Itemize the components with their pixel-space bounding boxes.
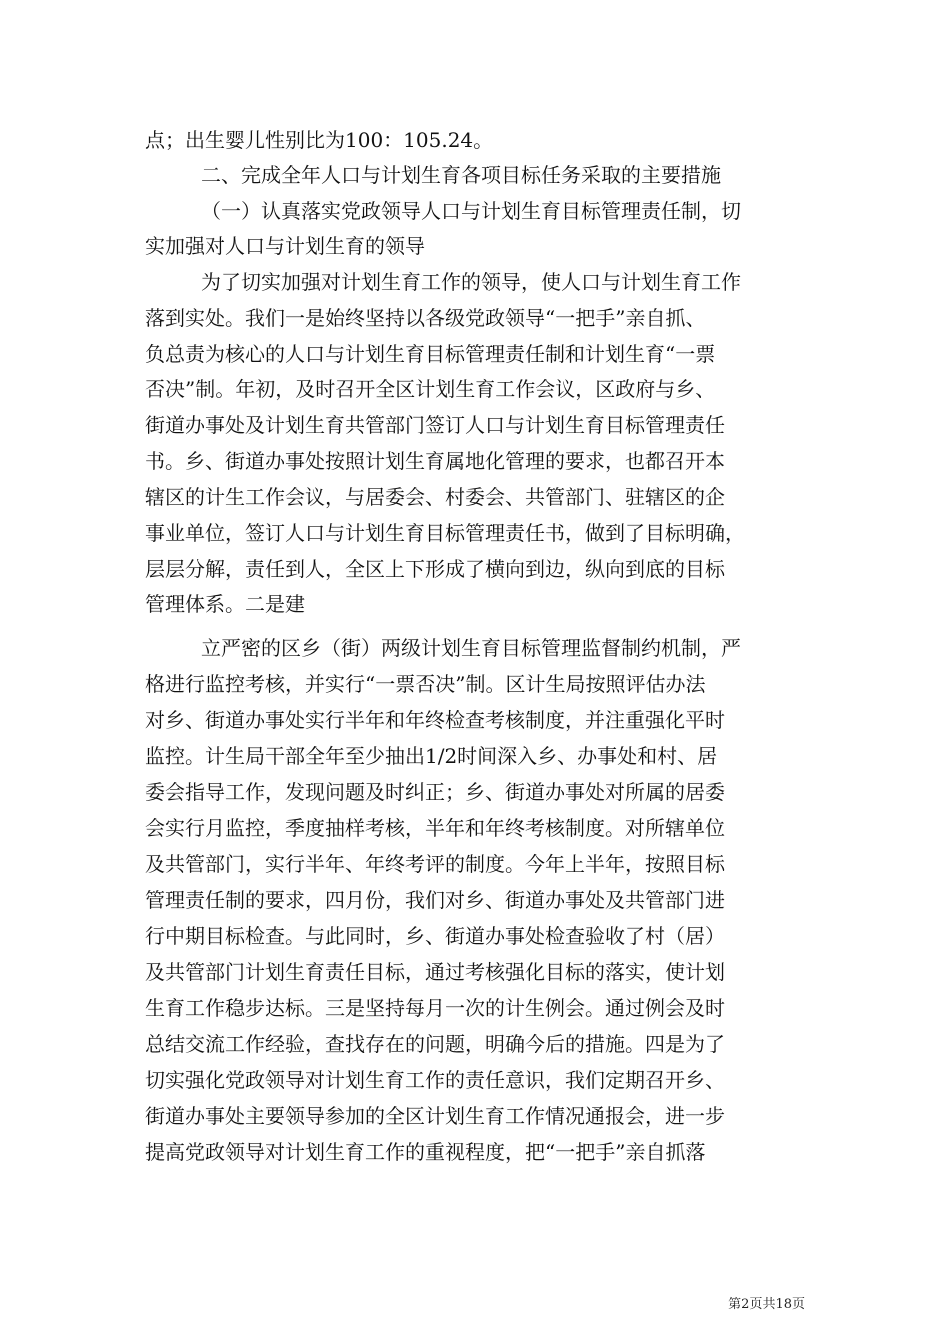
- body-text-line: 切实强化党政领导对计划生育工作的责任意识，我们定期召开乡、: [145, 1068, 725, 1092]
- subsection-heading-continued: 实加强对人口与计划生育的领导: [145, 234, 425, 258]
- body-text-line: 点；出生婴儿性别比为100：105.24。: [145, 128, 494, 152]
- body-text-line: 及共管部门，实行半年、年终考评的制度。今年上半年，按照目标: [145, 852, 725, 876]
- body-text-line: 监控。计生局干部全年至少抽出1/2时间深入乡、办事处和村、居: [145, 744, 718, 768]
- body-text-line: 街道办事处主要领导参加的全区计划生育工作情况通报会，进一步: [145, 1104, 725, 1128]
- body-text-line: 及共管部门计划生育责任目标，通过考核强化目标的落实，使计划: [145, 960, 725, 984]
- body-text-line: 总结交流工作经验，查找存在的问题，明确今后的措施。四是为了: [145, 1032, 725, 1056]
- body-text-line: 否决”制。年初，及时召开全区计划生育工作会议，区政府与乡、: [145, 377, 716, 401]
- body-text-line: 管理体系。二是建: [145, 592, 305, 616]
- body-text-line: 对乡、街道办事处实行半年和年终检查考核制度，并注重强化平时: [145, 708, 725, 732]
- body-text-line: 生育工作稳步达标。三是坚持每月一次的计生例会。通过例会及时: [145, 996, 725, 1020]
- body-text-line: 辖区的计生工作会议，与居委会、村委会、共管部门、驻辖区的企: [145, 485, 725, 509]
- body-text-line: 会实行月监控，季度抽样考核，半年和年终考核制度。对所辖单位: [145, 816, 725, 840]
- body-text-line: 委会指导工作，发现问题及时纠正；乡、街道办事处对所属的居委: [145, 780, 725, 804]
- body-text-line: 事业单位，签订人口与计划生育目标管理责任书，做到了目标明确，: [145, 521, 745, 545]
- body-text-line: 书。乡、街道办事处按照计划生育属地化管理的要求，也都召开本: [145, 449, 725, 473]
- body-text-line: 负总责为核心的人口与计划生育目标管理责任制和计划生育“一票: [145, 342, 716, 366]
- body-text-line: 层层分解，责任到人，全区上下形成了横向到边，纵向到底的目标: [145, 557, 725, 581]
- body-text-line: 提高党政领导对计划生育工作的重视程度，把“一把手”亲自抓落: [145, 1140, 706, 1164]
- body-text-line: 行中期目标检查。与此同时，乡、街道办事处检查验收了村（居）: [145, 924, 725, 948]
- body-text-line: 落到实处。我们一是始终坚持以各级党政领导“一把手”亲自抓、: [145, 306, 706, 330]
- body-text-line: 立严密的区乡（街）两级计划生育目标管理监督制约机制，严: [201, 636, 741, 660]
- body-text-line: 管理责任制的要求，四月份，我们对乡、街道办事处及共管部门进: [145, 888, 725, 912]
- body-text-line: 格进行监控考核，并实行“一票否决”制。区计生局按照评估办法: [145, 672, 706, 696]
- page-number-footer: 第2页共18页: [728, 1297, 805, 1312]
- section-heading: 二、完成全年人口与计划生育各项目标任务采取的主要措施: [201, 163, 721, 187]
- body-text-line: 街道办事处及计划生育共管部门签订人口与计划生育目标管理责任: [145, 413, 725, 437]
- body-text-line: 为了切实加强对计划生育工作的领导，使人口与计划生育工作: [201, 270, 741, 294]
- subsection-heading: （一）认真落实党政领导人口与计划生育目标管理责任制，切: [201, 199, 741, 223]
